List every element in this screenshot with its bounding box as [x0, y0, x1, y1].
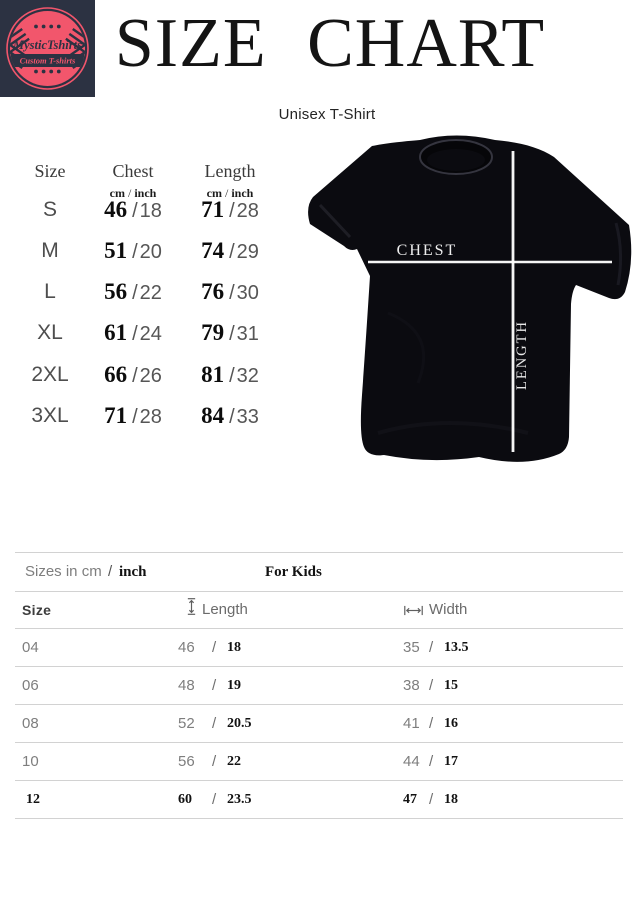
table-row: XL 61 / 24 79 / 31 — [37, 320, 259, 345]
table-row: 04 46 / 18 35 / 13.5 — [15, 628, 623, 666]
brand-logo-badge-icon — [0, 0, 95, 97]
length-label: LENGTH — [514, 320, 530, 390]
brand-tagline: Custom T-shirts — [19, 55, 76, 66]
table-row: 3XL 71 / 28 84 / 33 — [31, 403, 259, 428]
table-row: L 56 / 22 76 / 30 — [44, 279, 259, 304]
chest-label: CHEST — [396, 242, 458, 259]
brand-logo — [0, 0, 95, 97]
table-row: S 46 / 18 71 / 28 — [42, 197, 259, 222]
brand-name: MysticTshirts — [12, 38, 83, 52]
kids-col-width: Width — [403, 592, 467, 628]
table-row: 10 56 / 22 44 / 17 — [15, 742, 623, 780]
table-row: M 51 / 20 74 / 29 — [41, 238, 259, 263]
tshirt-measurement-diagram — [298, 133, 635, 483]
table-row: 2XL 66 / 26 81 / 32 — [31, 362, 259, 387]
kids-col-length: Length — [186, 592, 248, 628]
col-header-length: Length — [204, 161, 256, 181]
page-title: SIZE CHART — [114, 5, 546, 82]
tshirt-photo-icon — [298, 133, 635, 483]
for-kids-label: For Kids — [265, 564, 322, 580]
kids-size-table — [0, 552, 635, 819]
kids-table-header — [15, 591, 623, 628]
kids-table-caption: Sizes in cm / inch For Kids — [15, 552, 623, 591]
page-subtitle: Unisex T-Shirt — [278, 106, 376, 123]
col-header-size: Size — [34, 161, 66, 181]
kids-units-prefix: Sizes in cm — [25, 563, 102, 580]
kids-col-size: Size — [22, 602, 52, 618]
adult-table-header — [12, 161, 290, 182]
table-row: 06 48 / 19 38 / 15 — [15, 666, 623, 704]
kids-units-inch: inch — [119, 564, 147, 580]
width-arrow-icon — [403, 605, 424, 616]
chest-units: cm / inch — [109, 186, 157, 200]
col-header-chest: Chest — [112, 161, 154, 181]
length-units: cm / inch — [206, 186, 254, 200]
length-arrow-icon — [186, 597, 197, 616]
table-row: 08 52 / 20.5 41 / 16 — [15, 704, 623, 742]
table-row: 12 60 / 23.5 47 / 18 — [15, 780, 623, 819]
